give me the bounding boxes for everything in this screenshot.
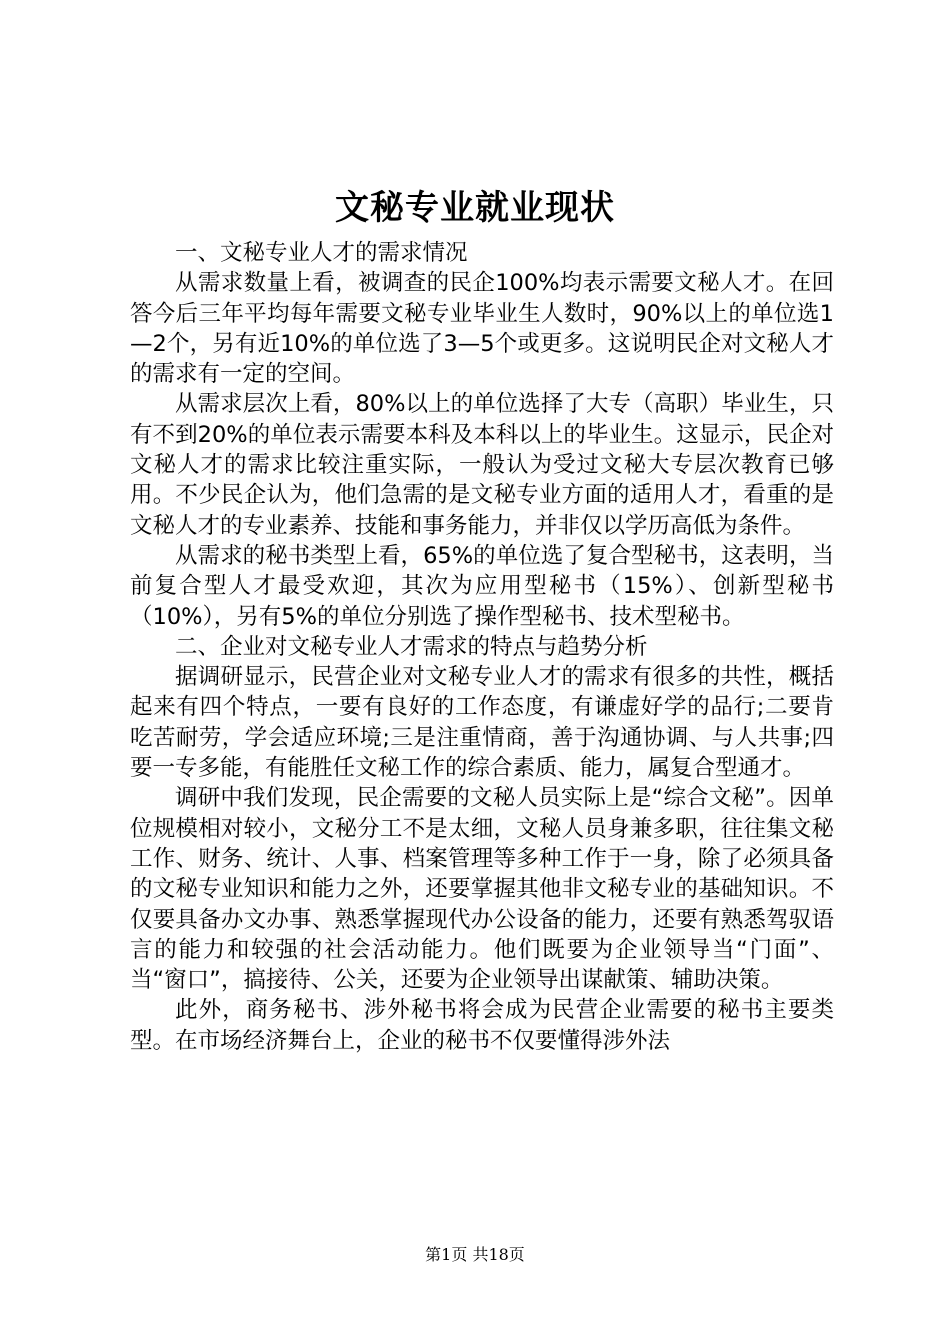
page-number-footer: 第1页 共18页 [425,1245,525,1264]
paragraph-business-secretary: 此外，商务秘书、涉外秘书将会成为民营企业需要的秘书主要类型。在市场经济舞台上，企业的秘书不仅要懂得涉外法 [130,997,834,1054]
section-heading-2: 二、企业对文秘专业人才需求的特点与趋势分析 [175,633,648,660]
section-heading-1: 一、文秘专业人才的需求情况 [175,240,468,266]
page-title: 文秘专业就业现状 [335,188,615,228]
paragraph-demand-quantity: 从需求数量上看，被调查的民企100%均表示需要文秘人才。在回答今后三年平均每年需要文秘专业毕业生人数时，90%以上的单位选1—2个，另有近10%的单位选了3—5个或更多。这说明民企对文秘人才的需求有一定的空间。 [130,270,834,388]
paragraph-demand-level: 从需求层次上看，80%以上的单位选择了大专（高职）毕业生，只有不到20%的单位表示需要本科及本科以上的毕业生。这显示，民企对文秘人才的需求比较注重实际，一般认为受过文秘大专层次教育已够用。不少民企认为，他们急需的是文秘专业方面的适用人才，看重的是文秘人才的专业素养、技能和事务能力，并非仅以学历高低为条件。 [130,391,834,539]
document-body [130,238,834,1056]
paragraph-secretary-type: 从需求的秘书类型上看，65%的单位选了复合型秘书，这表明，当前复合型人才最受欢迎，其次为应用型秘书（15%）、创新型秘书（10%），另有5%的单位分别选了操作型秘书、技术型秘书。 [130,542,834,630]
paragraph-comprehensive-secretary: 调研中我们发现，民企需要的文秘人员实际上是“综合文秘”。因单位规模相对较小，文秘分工不是太细，文秘人员身兼多职，往往集文秘工作、财务、统计、人事、档案管理等多种工作于一身，除了必须具备的文秘专业知识和能力之外，还要掌握其他非文秘专业的基础知识。不仅要具备办文办事、熟悉掌握现代办公设备的能力，还要有熟悉驾驭语言的能力和较强的社会活动能力。他们既要为企业领导当“门面”、当“窗口”，搞接待、公关，还要为企业领导出谋献策、辅助决策。 [130,785,834,994]
paragraph-characteristics: 据调研显示，民营企业对文秘专业人才的需求有很多的共性，概括起来有四个特点，一要有良好的工作态度，有谦虚好学的品行;二要肯吃苦耐劳，学会适应环境;三是注重情商，善于沟通协调、与人共事;四要一专多能，有能胜任文秘工作的综合素质、能力，属复合型通才。 [130,664,834,782]
